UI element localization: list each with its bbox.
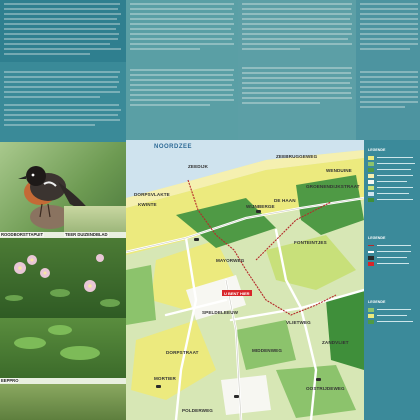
flower-photo: [0, 238, 126, 318]
legend-swatch-sea: [368, 192, 374, 196]
you-are-here-marker: U BENT HIER: [224, 290, 250, 296]
legend-swatch-b: [368, 314, 374, 318]
legend-line: [377, 193, 409, 194]
legend-swatch-trail: [368, 245, 374, 246]
legend-line: [377, 175, 413, 176]
legend-line: [377, 263, 409, 264]
legend-line: [377, 257, 407, 258]
legend-swatch-forest: [368, 168, 374, 172]
leaf-icon: [0, 318, 126, 378]
legend-line: [377, 181, 407, 182]
legend-line: [377, 163, 415, 164]
flower-icon: [0, 238, 126, 318]
trail-map: [126, 140, 364, 420]
map-label-polderweg: POLDERWEG: [182, 408, 213, 413]
map-label-dorpstraat: DORPSTRAAT: [166, 350, 199, 355]
sea-label: NOORDZEE: [154, 144, 193, 150]
legend-swatch-yellow: [368, 156, 374, 160]
map-label-zeebrugge: ZEEBRUGGEWEG: [276, 154, 318, 159]
map-label-zeedijk: ZEEDIJK: [188, 164, 209, 169]
legend-swatch-marker: [368, 262, 374, 266]
map-label-mortier: MORTIER: [154, 376, 176, 381]
legend-line: [377, 321, 413, 322]
map-label-wijnberge: WIJNBERGE: [246, 204, 275, 209]
legend-line: [377, 169, 411, 170]
map-label-zandvliet: ZANDVLIET: [322, 340, 349, 345]
flower-photo-2: [0, 318, 126, 378]
text-lines: [0, 0, 420, 140]
legend-swatch-white: [368, 180, 374, 184]
caption-bird-right: TEER DUIZENDBLAD: [65, 232, 108, 237]
legend-swatch-lightyellow: [368, 174, 374, 178]
map-label-mayorweg: MAYORWEG: [216, 258, 245, 263]
map-label-kwinte: KWINTE: [138, 202, 157, 207]
legend-swatch-a: [368, 308, 374, 312]
map-label-dorp: DORPSVLAKTE: [134, 192, 170, 197]
legend-line: [377, 157, 413, 158]
legend-swatch-darkgreen: [368, 198, 374, 202]
map-label-vlietweg: VLIETWEG: [286, 320, 311, 325]
legend-swatch-road: [368, 251, 374, 253]
map-label-haan: DE HAAN: [274, 198, 296, 203]
legend-swatch-cattle: [368, 256, 374, 260]
map-label-fonteine: FONTEINTJES: [294, 240, 327, 245]
legend-title-3: LEGENDE: [368, 300, 386, 304]
caption-bird-left: ROODBORSTTAPUIT: [1, 232, 44, 237]
map-label-wenduine: WENDUINE: [326, 168, 352, 173]
legend-line: [377, 199, 413, 200]
map-label-middenweg: MIDDENWEG: [252, 348, 282, 353]
legend-title-2: LEGENDE: [368, 236, 386, 240]
legend-swatch-c: [368, 320, 374, 324]
legend-swatch-lime: [368, 186, 374, 190]
map-legend: [364, 140, 420, 420]
moss-photo: [0, 384, 126, 420]
legend-line: [377, 309, 411, 310]
plant-photo: [64, 206, 126, 232]
legend-line: [377, 187, 413, 188]
legend-line: [377, 251, 411, 252]
legend-line: [377, 315, 407, 316]
map-label-oostrijdeweg: OOSTRIJDEWEG: [306, 386, 345, 391]
legend-swatch-green: [368, 162, 374, 166]
caption-flower: EEPPRO: [1, 378, 19, 383]
legend-title-1: LEGENDE: [368, 148, 386, 152]
map-label-steenweg: GROENENDIJKSTRAAT: [306, 184, 360, 189]
map-label-speldeleeuw: SPELDELEEUW: [202, 310, 239, 315]
legend-line: [377, 245, 411, 246]
